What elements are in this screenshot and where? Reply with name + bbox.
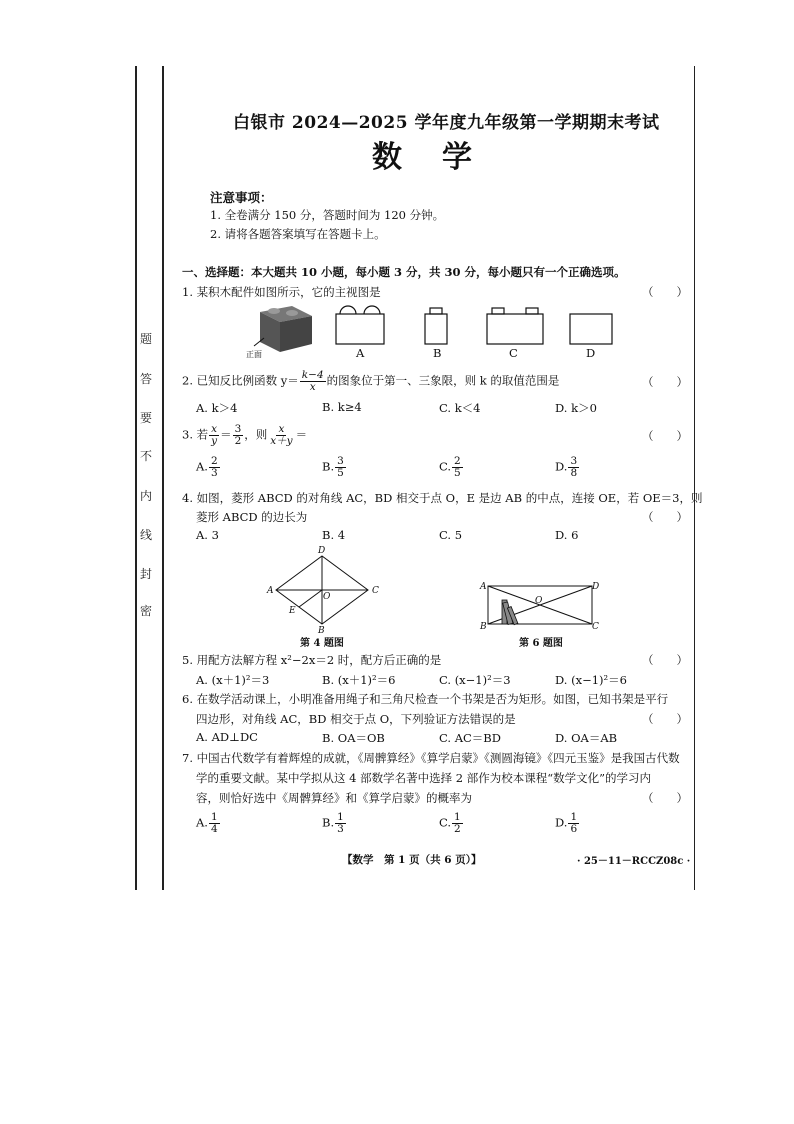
q7-option-a: A. $\frac{1}{4}$ [196, 811, 218, 835]
answer-paren: （ ） [642, 285, 688, 299]
answer-paren: （ ） [642, 429, 688, 443]
q7-option-c: C. $\frac{1}{2}$ [439, 811, 461, 835]
figure-4-caption: 第 4 题图 [300, 638, 344, 649]
q4-option-d: D. 6 [555, 528, 579, 542]
books-icon [502, 600, 518, 625]
seal-char: 要 [140, 411, 153, 425]
q3-option-c: C. $\frac{2}{5}$ [439, 455, 461, 479]
q6-option-b: B. OA＝OB [322, 731, 385, 745]
seal-char: 线 [140, 528, 153, 542]
option-a-figure [336, 306, 384, 344]
seal-char: 题 [140, 332, 153, 346]
lego-brick-figure [254, 306, 312, 352]
point-label: C [592, 622, 599, 632]
option-d-figure [570, 314, 612, 344]
binding-line-outer [135, 66, 137, 890]
q1-figure [240, 300, 620, 362]
seal-char: 不 [140, 449, 153, 463]
q1-label-c: C [509, 346, 518, 360]
seal-char: 答 [140, 372, 153, 386]
q5-option-c: C. (x−1)²＝3 [439, 673, 511, 687]
option-c-figure [487, 308, 543, 344]
seal-char: 密 [140, 604, 153, 618]
figure-6-caption: 第 6 题图 [519, 638, 563, 649]
q2-option-b: B. k≥4 [322, 400, 362, 414]
q3-option-a: A. $\frac{2}{3}$ [196, 455, 218, 479]
question-5-stem: 5. 用配方法解方程 x²−2x＝2 时，配方后正确的是 [182, 653, 442, 667]
point-label: A [480, 582, 487, 592]
section-heading: 一、选择题：本大题共 10 小题，每小题 3 分，共 30 分，每小题只有一个正确选项。 [182, 265, 626, 279]
q3-option-b: B. $\frac{3}{5}$ [322, 455, 344, 479]
point-label: O [535, 596, 543, 606]
option-b-figure [425, 308, 447, 344]
point-label: E [289, 606, 296, 616]
q2-option-c: C. k＜4 [439, 401, 481, 415]
answer-paren: （ ） [642, 653, 688, 667]
notice-item: 2. 请将各题答案填写在答题卡上。 [210, 227, 386, 241]
question-7-line1: 7. 中国古代数学有着辉煌的成就，《周髀算经》《算学启蒙》《测圆海镜》《四元玉鉴》是我国古代数 [182, 751, 680, 765]
q4-option-a: A. 3 [196, 528, 219, 542]
point-label: C [372, 586, 379, 596]
exam-code: · 25－11－RCCZ08c · [577, 856, 691, 867]
question-2-stem: 2. 已知反比例函数 y＝ $\frac{k-4}{x}$ 的图象位于第一、三象限，则 k 的取值范围是 [182, 369, 560, 393]
seal-char: 封 [140, 567, 153, 581]
exam-title: 白银市 2024—2025 学年度九年级第一学期期末考试 [233, 113, 660, 133]
q6-option-a: A. AD⊥DC [196, 730, 258, 744]
question-7-line3: 容，则恰好选中《周髀算经》和《算学启蒙》的概率为 [196, 791, 472, 805]
q1-label-d: D [586, 346, 596, 360]
question-6-line2: 四边形，对角线 AC，BD 相交于点 O，下列验证方法错误的是 [196, 712, 516, 726]
point-label: B [480, 622, 487, 632]
point-label: D [318, 546, 326, 556]
point-label: D [592, 582, 600, 592]
q7-option-b: B. $\frac{1}{3}$ [322, 811, 344, 835]
q5-option-b: B. (x＋1)²＝6 [322, 673, 396, 687]
q1-label-a: A [356, 346, 365, 360]
bookshelf-figure [484, 582, 596, 630]
question-4-line1: 4. 如图，菱形 ABCD 的对角线 AC，BD 相交于点 O，E 是边 AB 的中点，连接 OE，若 OE＝3，则 [182, 491, 703, 505]
point-label: B [318, 626, 325, 636]
binding-line-inner [162, 66, 164, 890]
q4-option-c: C. 5 [439, 528, 463, 542]
q3-option-d: D. $\frac{3}{8}$ [555, 455, 578, 479]
q5-option-a: A. (x＋1)²＝3 [196, 673, 270, 687]
q6-option-d: D. OA＝AB [555, 731, 618, 745]
question-7-line2: 学的重要文献。某中学拟从这 4 部数学名著中选择 2 部作为校本课程“数学文化”的学习内 [196, 771, 652, 785]
q2-frac-numerator: k−4 [301, 369, 324, 381]
question-3-stem: 3. 若 $\frac{x}{y}$ ＝ $\frac{3}{2}$ ，则 $\frac{x}{x+y}$ ＝ [182, 423, 308, 447]
notice-heading: 注意事项： [210, 190, 273, 205]
q5-option-d: D. (x−1)²＝6 [555, 673, 627, 687]
page-footer: 【数学 第 1 页（共 6 页）】 [342, 854, 482, 866]
question-6-line1: 6. 在数学活动课上，小明准备用绳子和三角尺检查一个书架是否为矩形。如图，已知书架是平行 [182, 692, 669, 706]
front-label: 正面 [246, 350, 262, 359]
notice-item: 1. 全卷满分 150 分，答题时间为 120 分钟。 [210, 208, 445, 222]
right-margin-line [694, 66, 695, 890]
answer-paren: （ ） [642, 375, 688, 389]
point-label: A [267, 586, 274, 596]
subject-title: 数学 [372, 140, 512, 175]
q2-frac-denominator: x [309, 381, 316, 393]
answer-paren: （ ） [642, 712, 688, 726]
question-4-line2: 菱形 ABCD 的边长为 [196, 510, 308, 524]
point-label: O [323, 592, 331, 602]
answer-paren: （ ） [642, 510, 688, 524]
q2-option-d: D. k＞0 [555, 401, 597, 415]
q7-option-d: D. $\frac{1}{6}$ [555, 811, 578, 835]
seal-char: 内 [140, 489, 153, 503]
question-1-stem: 1. 某积木配件如图所示，它的主视图是 [182, 285, 381, 299]
q4-option-b: B. 4 [322, 528, 346, 542]
q6-option-c: C. AC＝BD [439, 731, 501, 745]
rhombus-figure [262, 548, 382, 632]
q2-option-a: A. k＞4 [196, 401, 238, 415]
q1-label-b: B [433, 346, 442, 360]
answer-paren: （ ） [642, 791, 688, 805]
